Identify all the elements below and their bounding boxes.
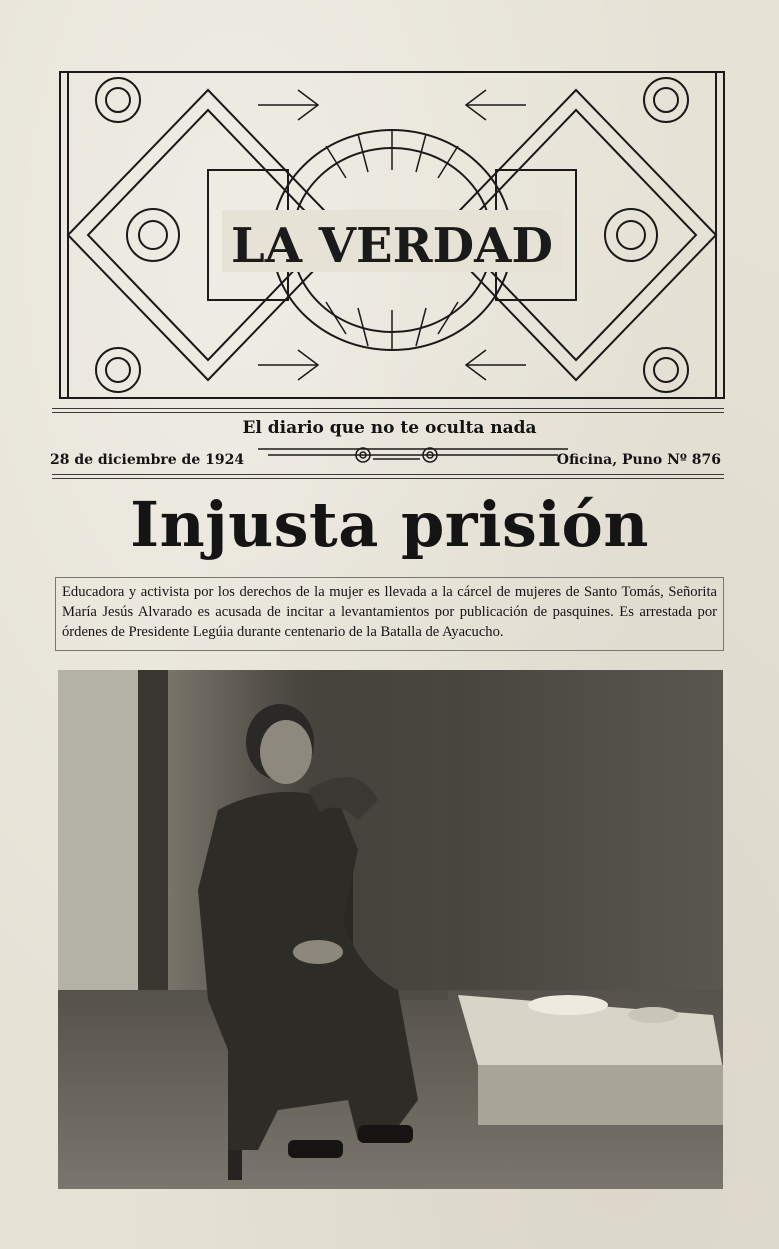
- scroll-ornament: [258, 443, 568, 471]
- masthead-ornament: [58, 70, 726, 400]
- issue-date: 28 de diciembre de 1924: [50, 452, 245, 468]
- divider-bottom: [52, 474, 724, 475]
- divider-top: [52, 408, 724, 409]
- article-photo: [58, 670, 723, 1189]
- newspaper-name: LA VERDAD: [231, 218, 553, 274]
- tagline: El diario que no te oculta nada: [242, 418, 537, 438]
- divider-bottom-thin: [52, 478, 724, 479]
- office-address: Oficina, Puno Nº 876: [556, 452, 721, 468]
- divider-top-thin: [52, 412, 724, 413]
- headline: Injusta prisión: [130, 488, 649, 561]
- article-summary: Educadora y activista por los derechos de la mujer es llevada a la cárcel de mujeres de Santo Tomás, Señorita María Jesús Alvarado es acusada de incitar a levantamientos por publicación de pasquines. Es arrestada por órdenes de Presidente Legúia durante centenario de la Batalla de Ayacucho.: [55, 577, 724, 651]
